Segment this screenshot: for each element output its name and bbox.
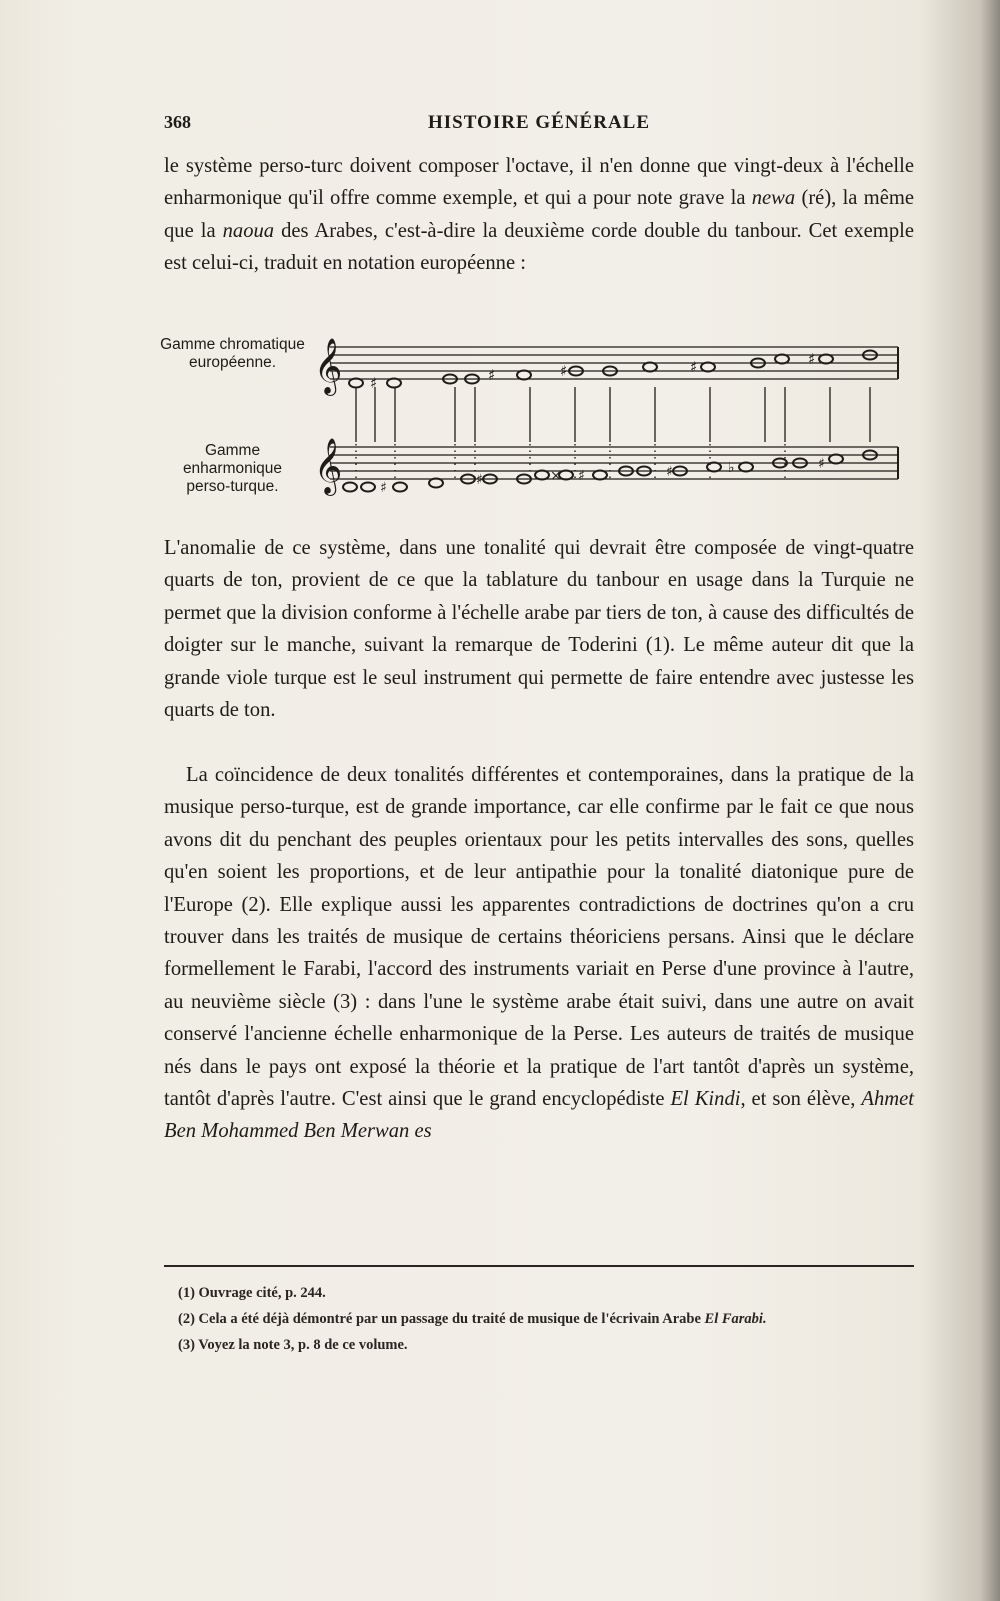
footnote-3: (3) Voyez la note 3, p. 8 de ce volume.: [178, 1337, 408, 1353]
music-example: [160, 332, 920, 512]
footnote-1: (1) Ouvrage cité, p. 244.: [178, 1285, 326, 1301]
svg-text:♭: ♭: [728, 460, 735, 476]
svg-text:×: ×: [550, 468, 562, 484]
label-chromatic-scale: Gamme chromatique européenne.: [160, 336, 305, 371]
p1-text-b: (ré), la même que la: [164, 187, 914, 242]
p3-text-a: La coïncidence de deux tonalités différentes et contemporaines, dans la pratique de la musique perso-turque, est de grande importance, car elle confirme par le fait ce que nous avons dit du penchant des peuples orientaux pour les petits intervalles des sons, quelles qu'en soient les proportions, et de leur antipathie pour la tonalité diatonique pure de l'Europe (2). Elle explique aussi les apparentes contradictions de doctrines qu'on a cru trouver dans les traités de musique de certains théoriciens persans. Ainsi que le déclare formellement le Farabi, l'accord des instruments variait en Perse d'une province à l'autre, au neuvième siècle (3) : dans l'une le système arabe était suivi, dans une autre on avait conservé l'ancienne échelle enharmonique de la Perse. Les auteurs de traités de musique nés dans le pays ont exposé la théorie et la pratique de l'art tantôt d'après un système, tantôt d'après l'autre. C'est ainsi que le grand encyclopédiste: [164, 764, 914, 1111]
p1-text-a: le système perso-turc doivent composer l'octave, il n'en donne que vingt-deux à l'échelle enharmonique qu'il offre comme exemple, et qui a pour note grave la: [164, 155, 914, 210]
music-staves: [310, 332, 900, 507]
svg-text:♯: ♯: [578, 468, 585, 484]
paragraph-3: [164, 759, 914, 1148]
footnote-rule: [164, 1265, 914, 1267]
page-number: 368: [164, 112, 191, 132]
p1-text-c: des Arabes, c'est-à-dire la deuxième corde double du tanbour. Cet exemple est celui-ci, traduit en notation européenne :: [164, 219, 914, 275]
svg-text:♯: ♯: [560, 362, 568, 380]
term-naoua: naoua: [222, 219, 275, 242]
running-head: HISTOIRE GÉNÉRALE: [427, 112, 651, 133]
paragraph-1: [164, 150, 914, 280]
svg-text:♯: ♯: [476, 472, 483, 488]
footnotes: [164, 1282, 914, 1360]
svg-text:𝄞: 𝄞: [314, 338, 343, 394]
page-header: [164, 112, 914, 142]
footnote-2-text: (2) Cela a été déjà démontré par un passage du traité de musique de l'écrivain Arabe: [178, 1311, 705, 1327]
label-enharmonic-scale: Gamme enharmonique perso-turque.: [182, 442, 283, 495]
footnote-2-name: El Farabi.: [704, 1311, 767, 1327]
svg-text:♯: ♯: [666, 464, 673, 480]
p3-text-b: , et son élève,: [740, 1088, 862, 1111]
svg-text:♯: ♯: [380, 480, 387, 496]
svg-text:♯: ♯: [370, 374, 378, 392]
name-el-kindi: El Kindi: [670, 1088, 741, 1111]
name-ahmet: Ahmet Ben Mohammed Ben Merwan es: [164, 1088, 914, 1143]
paragraph-2: L'anomalie de ce système, dans une tonalité qui devrait être composée de vingt-quatre quarts de ton, provient de ce que la tablature du tanbour en usage dans la Turquie ne permet que la division conforme à l'échelle arabe par tiers de ton, à cause des difficultés de doigter sur le manche, suivant la remarque de Toderini (1). Le même auteur dit que la grande viole turque est le seul instrument qui permette de faire entendre avec justesse les quarts de ton.: [164, 537, 914, 722]
svg-text:♯: ♯: [818, 456, 825, 472]
svg-text:♯: ♯: [808, 350, 816, 368]
svg-text:𝄞: 𝄞: [314, 438, 343, 494]
footnote-2: [178, 1308, 914, 1330]
svg-text:♯: ♯: [690, 358, 698, 376]
svg-text:♯: ♯: [488, 366, 496, 384]
term-newa: newa: [751, 187, 796, 210]
